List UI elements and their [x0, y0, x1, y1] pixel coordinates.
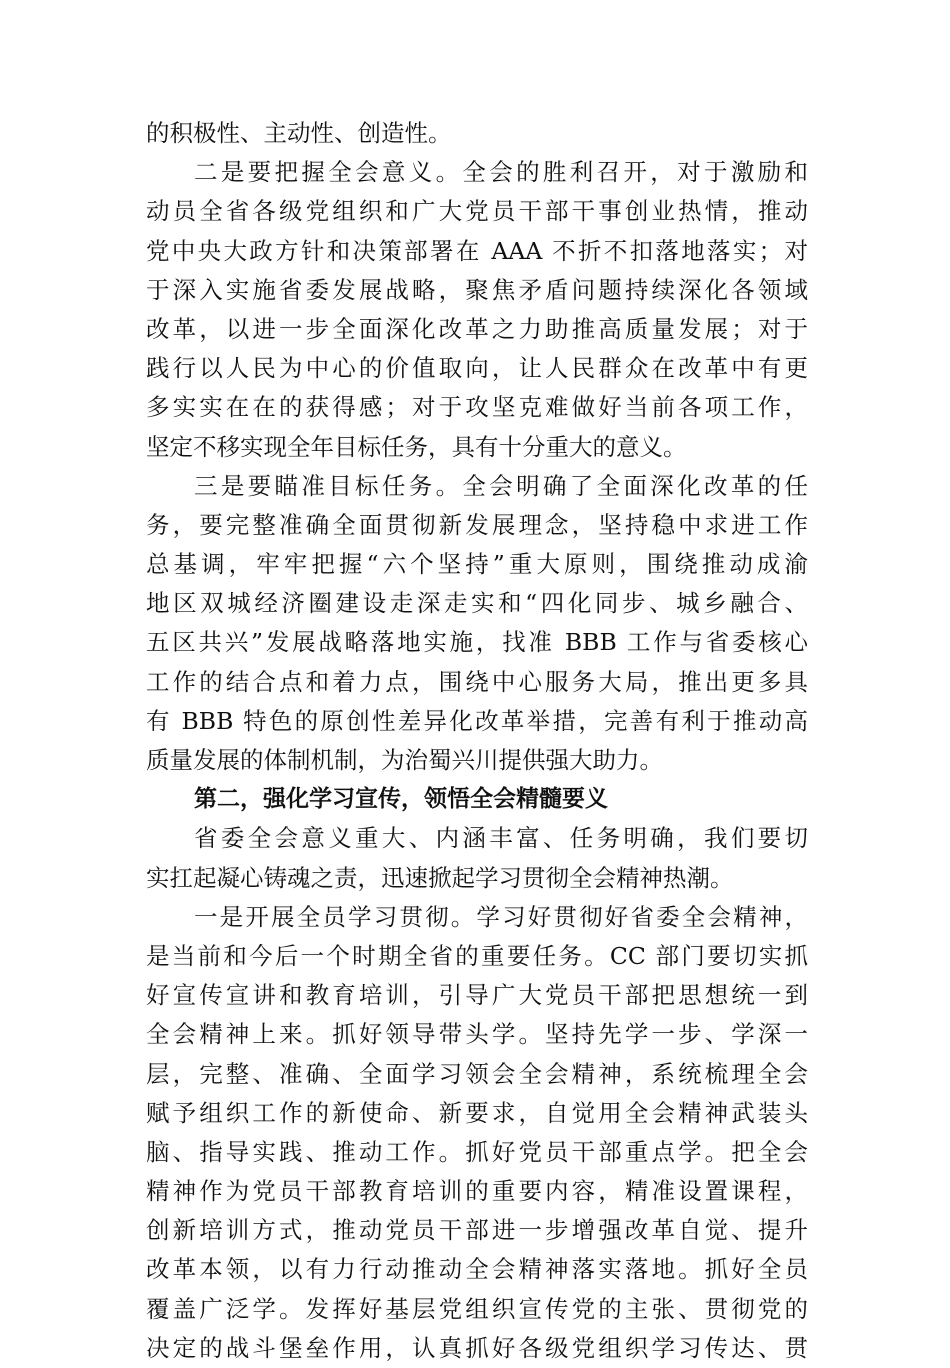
text-line: 全会精神上来。抓好领导带头学。坚持先学一步、学深一 [146, 1020, 808, 1049]
text-line: 赋予组织工作的新使命、新要求，自觉用全会精神武装头 [146, 1098, 808, 1127]
text-line: 多实实在在的获得感；对于攻坚克难做好当前各项工作， [146, 393, 808, 422]
text-line: 是当前和今后一个时期全省的重要任务。CC 部门要切实抓 [146, 941, 808, 970]
text-line: 创新培训方式，推动党员干部进一步增强改革自觉、提升 [146, 1216, 808, 1245]
text-line: 于深入实施省委发展战略，聚焦矛盾问题持续深化各领域 [146, 275, 808, 304]
section-heading: 第二，强化学习宣传，领悟全会精髓要义 [194, 786, 608, 813]
text-line: 改革，以进一步全面深化改革之力助推高质量发展；对于 [146, 314, 808, 343]
document-body [146, 114, 808, 1368]
text-line: 实扛起凝心铸魂之责，迅速掀起学习贯彻全会精神热潮。 [146, 863, 734, 892]
text-line: 层，完整、准确、全面学习领会全会精神，系统梳理全会 [146, 1059, 808, 1088]
text-line: 践行以人民为中心的价值取向，让人民群众在改革中有更 [146, 354, 808, 383]
paragraph-start-line: 一是开展全员学习贯彻。学习好贯彻好省委全会精神， [194, 902, 808, 931]
text-line: 的积极性、主动性、创造性。 [146, 119, 452, 147]
text-line: 动员全省各级党组织和广大党员干部干事创业热情，推动 [146, 197, 808, 226]
text-line: 好宣传宣讲和教育培训，引导广大党员干部把思想统一到 [146, 981, 808, 1010]
text-line: 脑、指导实践、推动工作。抓好党员干部重点学。把全会 [146, 1137, 808, 1166]
text-line: 党中央大政方针和决策部署在 AAA 不折不扣落地落实；对 [146, 236, 808, 265]
text-line: 总基调，牢牢把握“六个坚持”重大原则，围绕推动成渝 [146, 550, 808, 579]
text-line: 有 BBB 特色的原创性差异化改革举措，完善有利于推动高 [146, 706, 808, 735]
text-line: 精神作为党员干部教育培训的重要内容，精准设置课程， [146, 1177, 808, 1206]
text-line: 五区共兴”发展战略落地实施，找准 BBB 工作与省委核心 [146, 628, 808, 657]
paragraph-start-line: 省委全会意义重大、内涵丰富、任务明确，我们要切 [194, 824, 808, 853]
text-line: 质量发展的体制机制，为治蜀兴川提供强大助力。 [146, 746, 663, 774]
text-line: 决定的战斗堡垒作用，认真抓好各级党组织学习传达、贯 [146, 1333, 808, 1362]
text-line: 工作的结合点和着力点，围绕中心服务大局，推出更多具 [146, 667, 808, 696]
text-line: 务，要完整准确全面贯彻新发展理念，坚持稳中求进工作 [146, 510, 808, 539]
text-line: 地区双城经济圈建设走深走实和“四化同步、城乡融合、 [146, 589, 808, 618]
paragraph-start-line: 二是要把握全会意义。全会的胜利召开，对于激励和 [194, 158, 808, 187]
text-line: 覆盖广泛学。发挥好基层党组织宣传党的主张、贯彻党的 [146, 1294, 808, 1323]
text-line: 坚定不移实现全年目标任务，具有十分重大的意义。 [146, 432, 687, 461]
text-line: 改革本领，以有力行动推动全会精神落实落地。抓好全员 [146, 1255, 808, 1284]
paragraph-start-line: 三是要瞄准目标任务。全会明确了全面深化改革的任 [194, 471, 808, 500]
